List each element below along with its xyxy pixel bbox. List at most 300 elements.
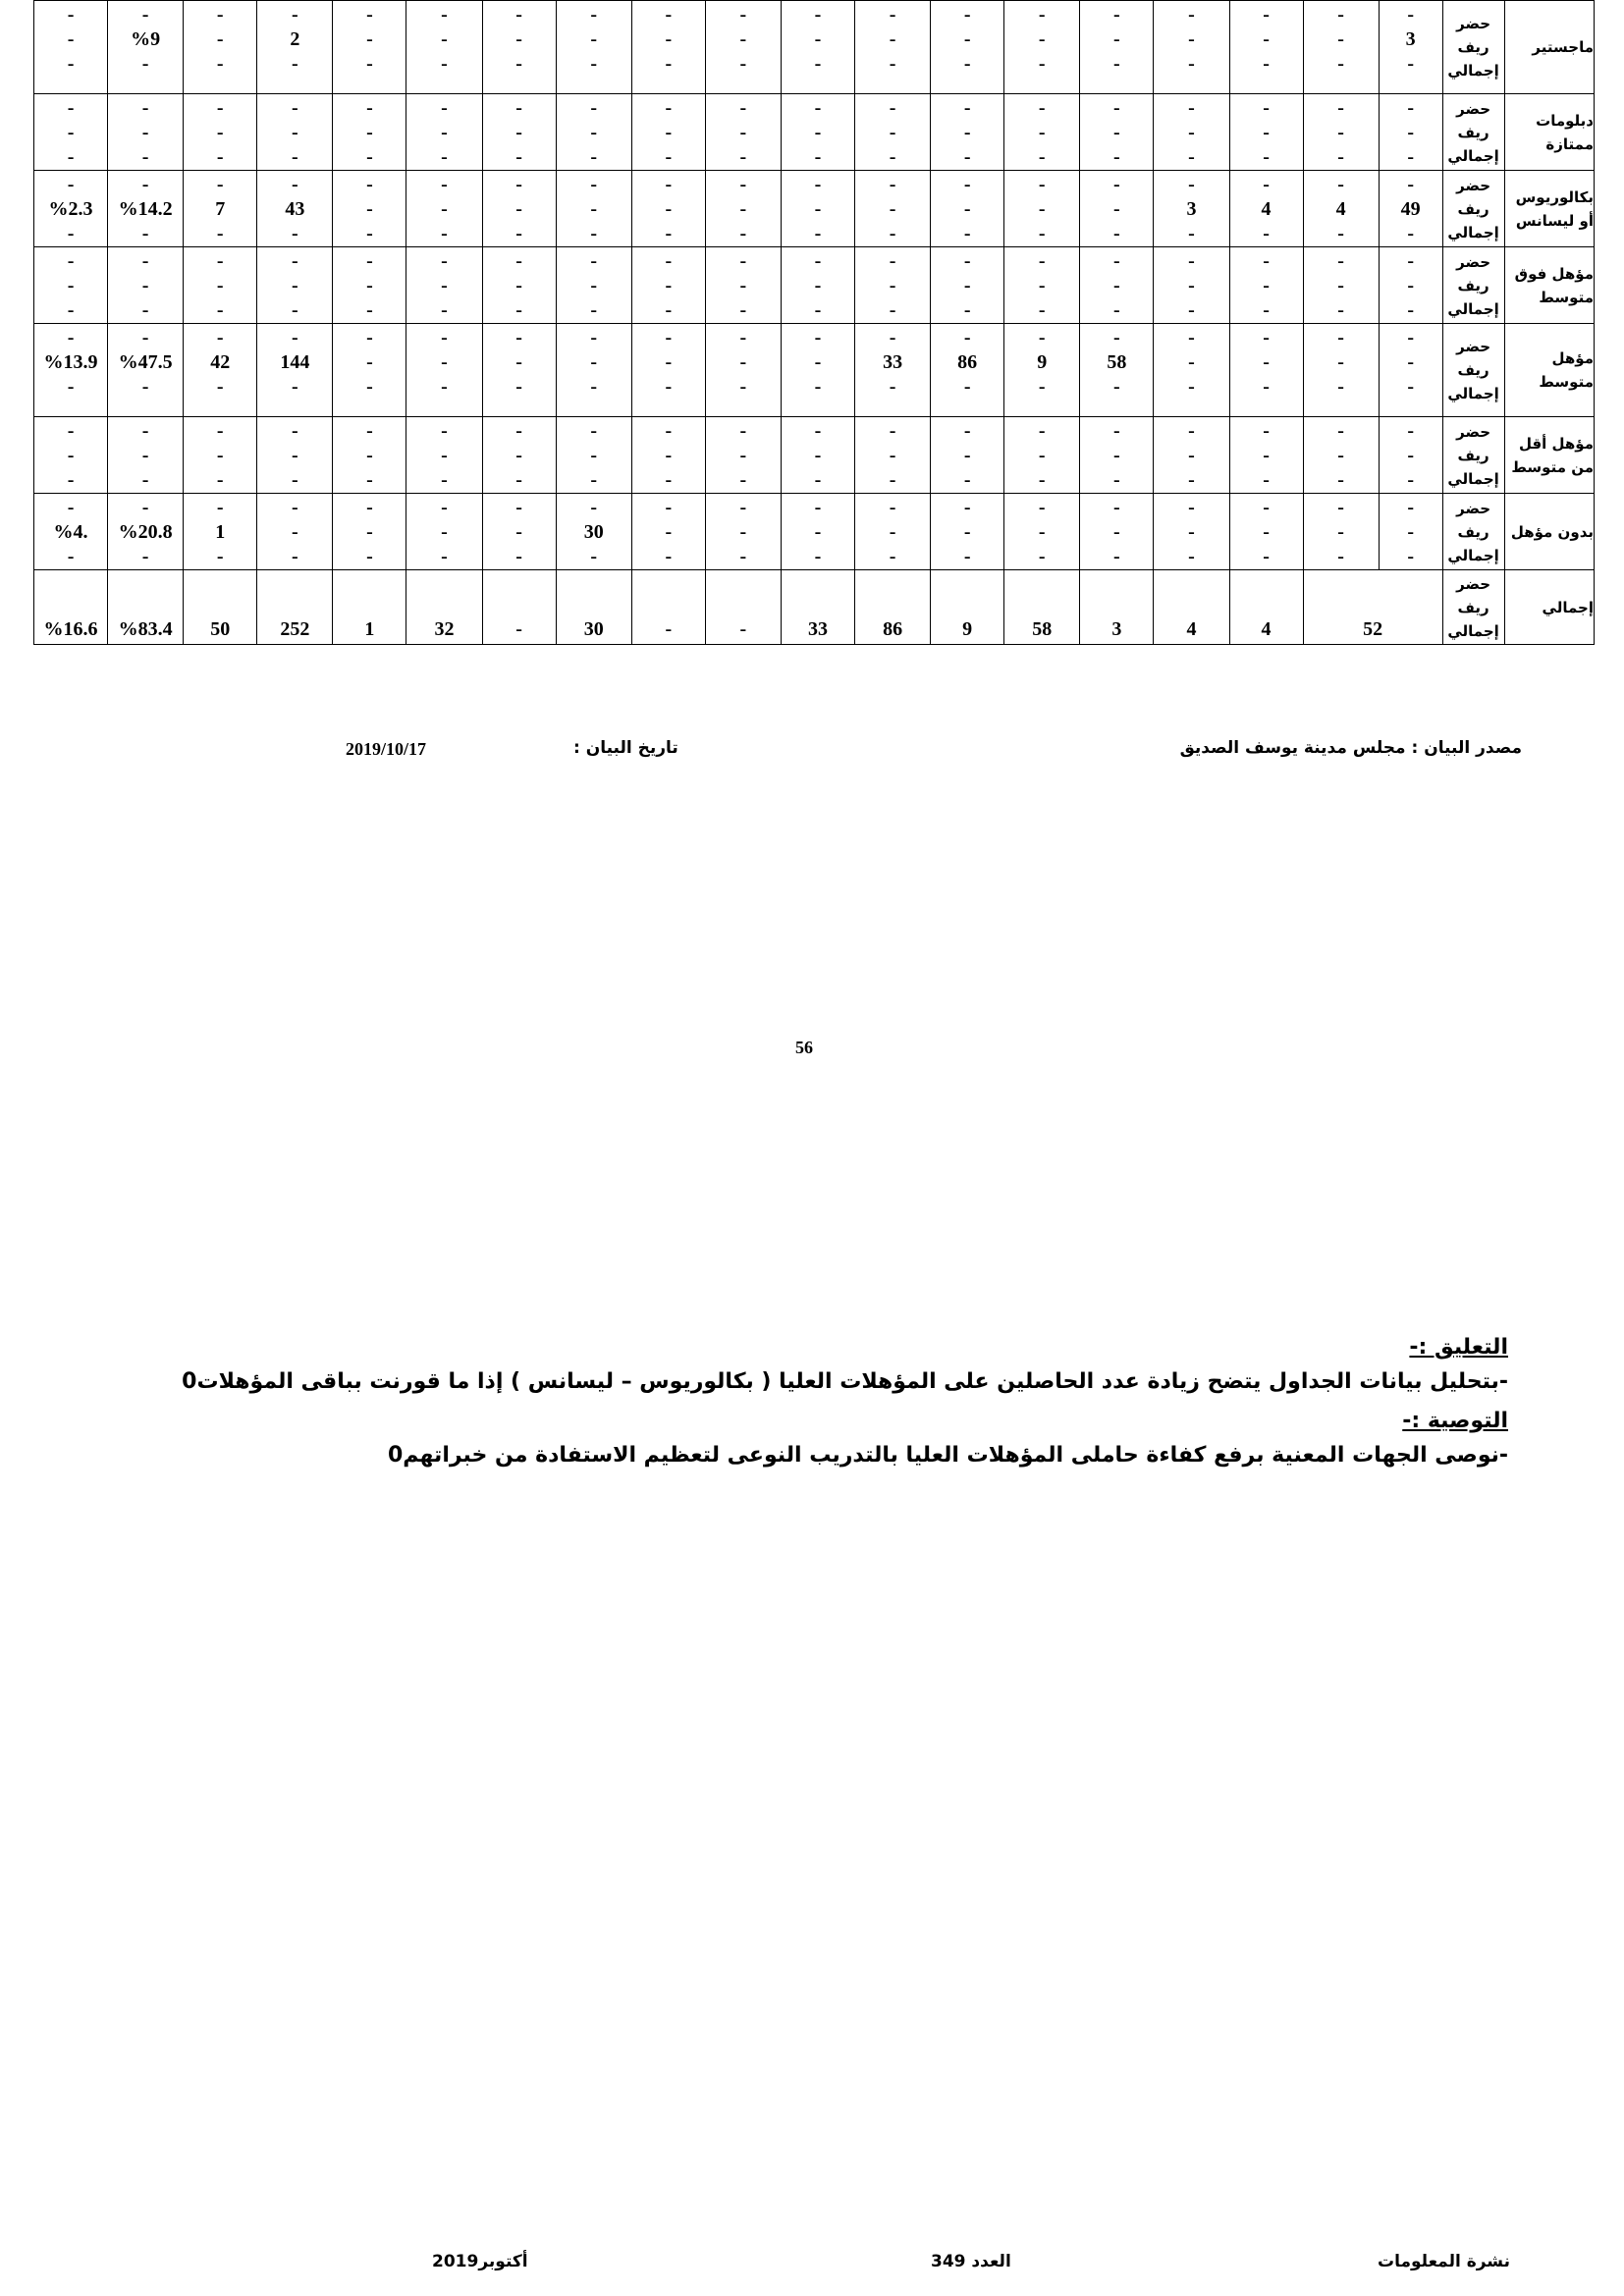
cell-value: 33: [883, 351, 903, 373]
cell-value: -: [1188, 445, 1195, 466]
cell-value: -: [665, 497, 673, 518]
cell-value: -: [291, 146, 298, 168]
cell-value: -: [739, 146, 747, 168]
cell-value: -: [216, 420, 224, 442]
cell-value: %83.4: [118, 618, 173, 640]
cell-value: -: [1038, 28, 1046, 50]
cell-value: -: [1337, 327, 1344, 348]
table-cell: [781, 247, 854, 324]
cell-value: -: [1188, 146, 1195, 168]
cell-value: -: [216, 275, 224, 296]
cell-value: -: [1337, 376, 1344, 398]
cell-value: -: [441, 376, 448, 398]
cell-value: -: [739, 223, 747, 244]
cell-value: -: [1113, 327, 1120, 348]
cell-value: -: [739, 250, 747, 272]
table-cell: [184, 324, 257, 417]
cell-value: -: [1337, 497, 1344, 518]
table-cell: [482, 417, 556, 494]
qualification-label: مؤهل متوسط: [1504, 324, 1594, 417]
table-cell: [406, 94, 482, 171]
cell-value: %9: [131, 28, 161, 50]
cell-value: -: [216, 223, 224, 244]
cell-value: -: [1038, 420, 1046, 442]
cell-value: -: [141, 146, 149, 168]
table-cell: [108, 324, 184, 417]
table-cell: [184, 494, 257, 570]
qualification-label: مؤهل فوق متوسط: [1504, 247, 1594, 324]
cell-value: -: [216, 4, 224, 26]
cell-value: -: [1188, 376, 1195, 398]
cell-value: -: [1263, 420, 1270, 442]
table-cell: [631, 94, 705, 171]
cell-value: -: [814, 521, 822, 543]
area-labels: [1442, 570, 1504, 645]
cell-value: -: [515, 618, 522, 640]
cell-value: -: [590, 250, 598, 272]
table-cell: [333, 1, 406, 94]
cell-value: -: [1407, 351, 1414, 373]
cell-value: -: [814, 4, 822, 26]
cell-value: -: [366, 497, 373, 518]
cell-value: -: [1407, 174, 1414, 195]
recommendation-heading: التوصية :-: [1402, 1409, 1508, 1433]
cell-value: -: [1407, 122, 1414, 143]
cell-value: -: [1038, 275, 1046, 296]
table-cell: [1154, 247, 1229, 324]
table-cell: [705, 494, 781, 570]
cell-value: -: [1407, 420, 1414, 442]
cell-value: -: [1113, 53, 1120, 75]
table-cell: [781, 494, 854, 570]
table-row: [34, 417, 1595, 494]
cell-value: -: [889, 4, 896, 26]
cell-value: 4: [1261, 618, 1272, 640]
cell-value: -: [665, 146, 673, 168]
table-cell: [1080, 247, 1154, 324]
cell-value: -: [590, 546, 598, 567]
table-cell: [781, 171, 854, 247]
table-cell: [1229, 324, 1303, 417]
cell-value: -: [67, 420, 75, 442]
cell-value: -: [216, 122, 224, 143]
cell-value: -: [814, 445, 822, 466]
cell-value: -: [590, 376, 598, 398]
table-cell: [931, 570, 1004, 645]
cell-value: -: [590, 497, 598, 518]
cell-value: -: [67, 97, 75, 119]
cell-value: -: [441, 146, 448, 168]
cell-value: -: [441, 497, 448, 518]
cell-value: -: [1263, 351, 1270, 373]
cell-value: -: [1337, 28, 1344, 50]
table-row: [34, 494, 1595, 570]
table-cell: [781, 1, 854, 94]
cell-value: -: [814, 420, 822, 442]
table-cell: [333, 494, 406, 570]
table-cell: [257, 94, 333, 171]
cell-value: -: [590, 4, 598, 26]
cell-value: -: [141, 497, 149, 518]
table-cell: [556, 94, 631, 171]
table-cell: [482, 171, 556, 247]
cell-value: -: [590, 28, 598, 50]
cell-value: -: [889, 420, 896, 442]
cell-value: 9: [1037, 351, 1048, 373]
cell-value: -: [1263, 97, 1270, 119]
cell-value: -: [291, 445, 298, 466]
cell-value: -: [889, 198, 896, 220]
table-cell: [631, 247, 705, 324]
cell-value: -: [665, 275, 673, 296]
cell-value: -: [739, 28, 747, 50]
cell-value: %2.3: [48, 198, 93, 220]
cell-value: -: [590, 469, 598, 491]
cell-value: -: [441, 250, 448, 272]
cell-value: -: [963, 198, 971, 220]
cell-value: -: [366, 250, 373, 272]
table-cell: [1229, 494, 1303, 570]
table-cell: [1080, 324, 1154, 417]
cell-value: -: [515, 250, 522, 272]
cell-value: -: [291, 469, 298, 491]
area-label: إجمالي: [1447, 223, 1499, 241]
cell-value: 3: [1111, 618, 1122, 640]
cell-value: -: [889, 445, 896, 466]
cell-value: -: [590, 420, 598, 442]
cell-value: -: [515, 174, 522, 195]
cell-value: 3: [1405, 28, 1416, 50]
cell-value: -: [67, 275, 75, 296]
cell-value: -: [1188, 275, 1195, 296]
cell-value: -: [1188, 28, 1195, 50]
cell-value: -: [141, 122, 149, 143]
data-source: مصدر البيان : مجلس مدينة يوسف الصديق: [1179, 738, 1522, 758]
cell-value: -: [366, 4, 373, 26]
table-cell: [1379, 94, 1442, 171]
cell-value: -: [515, 546, 522, 567]
cell-value: -: [963, 376, 971, 398]
cell-value: -: [291, 420, 298, 442]
table-cell: [1080, 570, 1154, 645]
cell-value: -: [67, 28, 75, 50]
cell-value: -: [1337, 53, 1344, 75]
table-cell: [34, 494, 108, 570]
table-cell: [1154, 1, 1229, 94]
cell-value: -: [441, 327, 448, 348]
area-label: حضر: [1456, 499, 1491, 517]
cell-value: -: [1337, 4, 1344, 26]
cell-value: -: [67, 146, 75, 168]
table-cell: [931, 94, 1004, 171]
table-cell: [184, 94, 257, 171]
area-label: حضر: [1456, 99, 1491, 118]
cell-value: -: [1263, 250, 1270, 272]
cell-value: -: [739, 420, 747, 442]
cell-value: -: [739, 198, 747, 220]
data-date-label: تاريخ البيان :: [573, 738, 678, 758]
table-cell: [556, 494, 631, 570]
area-label: إجمالي: [1447, 385, 1499, 402]
table-cell: [406, 1, 482, 94]
cell-value: -: [366, 420, 373, 442]
cell-value: %4.: [53, 521, 88, 543]
table-cell: [556, 324, 631, 417]
table-cell: [931, 247, 1004, 324]
table-cell: [184, 171, 257, 247]
cell-value: -: [1337, 546, 1344, 567]
footer-publication: نشرة المعلومات: [1377, 2252, 1510, 2271]
cell-value: -: [963, 327, 971, 348]
table-cell: [705, 324, 781, 417]
cell-value: -: [889, 327, 896, 348]
cell-value: 9: [962, 618, 973, 640]
table-cell: [631, 494, 705, 570]
cell-value: -: [814, 223, 822, 244]
table-cell: [931, 1, 1004, 94]
cell-value: -: [814, 174, 822, 195]
cell-value: -: [665, 4, 673, 26]
cell-value: -: [216, 445, 224, 466]
cell-value: -: [216, 497, 224, 518]
cell-value: -: [441, 53, 448, 75]
cell-value: 30: [583, 618, 604, 640]
table-cell: [1303, 171, 1379, 247]
cell-value: -: [1113, 97, 1120, 119]
table-cell: [34, 94, 108, 171]
cell-value: -: [141, 445, 149, 466]
cell-value: -: [665, 250, 673, 272]
cell-value: -: [1038, 4, 1046, 26]
cell-value: -: [1113, 299, 1120, 321]
cell-value: -: [441, 299, 448, 321]
cell-value: -: [814, 97, 822, 119]
table-cell: [257, 570, 333, 645]
cell-value: -: [1337, 250, 1344, 272]
cell-value: -: [1038, 469, 1046, 491]
data-date-value: 2019/10/17: [346, 739, 427, 759]
cell-value: -: [1407, 223, 1414, 244]
cell-value: -: [1038, 299, 1046, 321]
cell-value: -: [963, 445, 971, 466]
cell-value: -: [889, 53, 896, 75]
cell-value: -: [141, 97, 149, 119]
cell-value: -: [366, 28, 373, 50]
cell-value: 2: [290, 28, 300, 50]
area-labels: [1442, 1, 1504, 94]
cell-value: -: [963, 223, 971, 244]
cell-value: -: [665, 327, 673, 348]
cell-value: -: [1188, 250, 1195, 272]
cell-value: -: [515, 97, 522, 119]
cell-value: -: [441, 275, 448, 296]
cell-value: -: [67, 122, 75, 143]
cell-value: -: [67, 546, 75, 567]
cell-value: -: [291, 174, 298, 195]
table-cell: [482, 324, 556, 417]
cell-value: -: [814, 469, 822, 491]
cell-value: -: [1038, 223, 1046, 244]
table-cell: [1004, 417, 1080, 494]
cell-value: -: [889, 497, 896, 518]
table-cell: [1004, 1, 1080, 94]
cell-value: -: [665, 618, 673, 640]
cell-value: -: [1113, 275, 1120, 296]
cell-value: -: [889, 521, 896, 543]
cell-value: -: [291, 250, 298, 272]
cell-value: -: [366, 376, 373, 398]
comment-heading: التعليق :-: [1409, 1335, 1508, 1360]
cell-value: -: [739, 275, 747, 296]
table-row: [34, 1, 1595, 94]
table-cell: [333, 247, 406, 324]
table-cell: [406, 494, 482, 570]
cell-value: 49: [1400, 198, 1421, 220]
cell-value: -: [1038, 327, 1046, 348]
area-label: إجمالي: [1447, 546, 1499, 564]
table-cell: [1154, 324, 1229, 417]
cell-value: 1: [364, 618, 375, 640]
table-cell: [631, 171, 705, 247]
table-cell: [108, 494, 184, 570]
cell-value: -: [1038, 146, 1046, 168]
cell-value: -: [291, 521, 298, 543]
cell-value: -: [366, 351, 373, 373]
cell-value: -: [366, 275, 373, 296]
cell-value: -: [1407, 275, 1414, 296]
table-cell: [184, 417, 257, 494]
cell-value: -: [216, 53, 224, 75]
cell-value: -: [67, 4, 75, 26]
table-cell: [333, 417, 406, 494]
cell-value: -: [141, 420, 149, 442]
area-label: ريف: [1457, 38, 1489, 56]
cell-value: -: [963, 299, 971, 321]
cell-value: -: [141, 4, 149, 26]
table-cell: [1004, 570, 1080, 645]
cell-value: -: [366, 445, 373, 466]
table-cell: [1303, 247, 1379, 324]
cell-value: 52: [1363, 618, 1383, 640]
table-cell: [1303, 417, 1379, 494]
cell-value: -: [889, 275, 896, 296]
cell-value: -: [441, 223, 448, 244]
area-labels: [1442, 494, 1504, 570]
cell-value: -: [515, 53, 522, 75]
cell-value: -: [441, 198, 448, 220]
cell-value: 7: [215, 198, 226, 220]
cell-value: -: [291, 223, 298, 244]
table-cell: [184, 1, 257, 94]
cell-value: -: [1407, 250, 1414, 272]
table-cell: [333, 570, 406, 645]
cell-value: -: [141, 250, 149, 272]
cell-value: -: [1263, 53, 1270, 75]
table-cell: [705, 570, 781, 645]
cell-value: -: [814, 299, 822, 321]
cell-value: -: [1113, 546, 1120, 567]
cell-value: -: [1188, 469, 1195, 491]
table-cell: [1229, 247, 1303, 324]
area-label: حضر: [1456, 574, 1491, 593]
table-cell: [108, 570, 184, 645]
table-cell: [34, 324, 108, 417]
cell-value: -: [889, 250, 896, 272]
cell-value: -: [1113, 521, 1120, 543]
cell-value: -: [963, 469, 971, 491]
table-cell: [1080, 494, 1154, 570]
cell-value: -: [67, 299, 75, 321]
cell-value: -: [216, 28, 224, 50]
cell-value: -: [814, 146, 822, 168]
table-cell: [257, 1, 333, 94]
cell-value: -: [889, 546, 896, 567]
cell-value: -: [67, 223, 75, 244]
cell-value: -: [665, 198, 673, 220]
cell-value: -: [665, 445, 673, 466]
cell-value: -: [1113, 122, 1120, 143]
table-cell: [1379, 417, 1442, 494]
cell-value: -: [889, 299, 896, 321]
table-cell: [333, 94, 406, 171]
cell-value: -: [515, 327, 522, 348]
cell-value: 30: [583, 521, 604, 543]
cell-value: -: [1188, 97, 1195, 119]
table-cell: [931, 171, 1004, 247]
table-cell: [108, 94, 184, 171]
cell-value: 58: [1032, 618, 1053, 640]
cell-value: -: [1263, 223, 1270, 244]
cell-value: -: [515, 223, 522, 244]
cell-value: -: [291, 299, 298, 321]
table-cell: [1229, 171, 1303, 247]
cell-value: -: [1113, 420, 1120, 442]
cell-value: -: [216, 299, 224, 321]
area-labels: [1442, 94, 1504, 171]
cell-value: -: [814, 198, 822, 220]
cell-value: -: [366, 327, 373, 348]
table-cell: [482, 570, 556, 645]
cell-value: 43: [285, 198, 305, 220]
cell-value: -: [515, 469, 522, 491]
table-cell: [406, 324, 482, 417]
cell-value: -: [291, 122, 298, 143]
table-cell: [855, 247, 931, 324]
cell-value: -: [814, 122, 822, 143]
table-cell: [184, 570, 257, 645]
table-cell: [1303, 324, 1379, 417]
cell-value: -: [291, 4, 298, 26]
table-cell: [108, 417, 184, 494]
cell-value: -: [441, 4, 448, 26]
cell-value: -: [814, 28, 822, 50]
table-cell: [1303, 570, 1442, 645]
area-labels: [1442, 247, 1504, 324]
table-cell: [855, 1, 931, 94]
cell-value: 4: [1261, 198, 1272, 220]
cell-value: -: [889, 146, 896, 168]
cell-value: 33: [807, 618, 828, 640]
table-cell: [556, 1, 631, 94]
footer-date: أكتوبر2019: [432, 2252, 528, 2271]
cell-value: -: [1407, 146, 1414, 168]
cell-value: -: [739, 469, 747, 491]
cell-value: -: [1188, 420, 1195, 442]
table-cell: [34, 570, 108, 645]
cell-value: -: [1263, 299, 1270, 321]
cell-value: -: [291, 327, 298, 348]
cell-value: -: [590, 198, 598, 220]
